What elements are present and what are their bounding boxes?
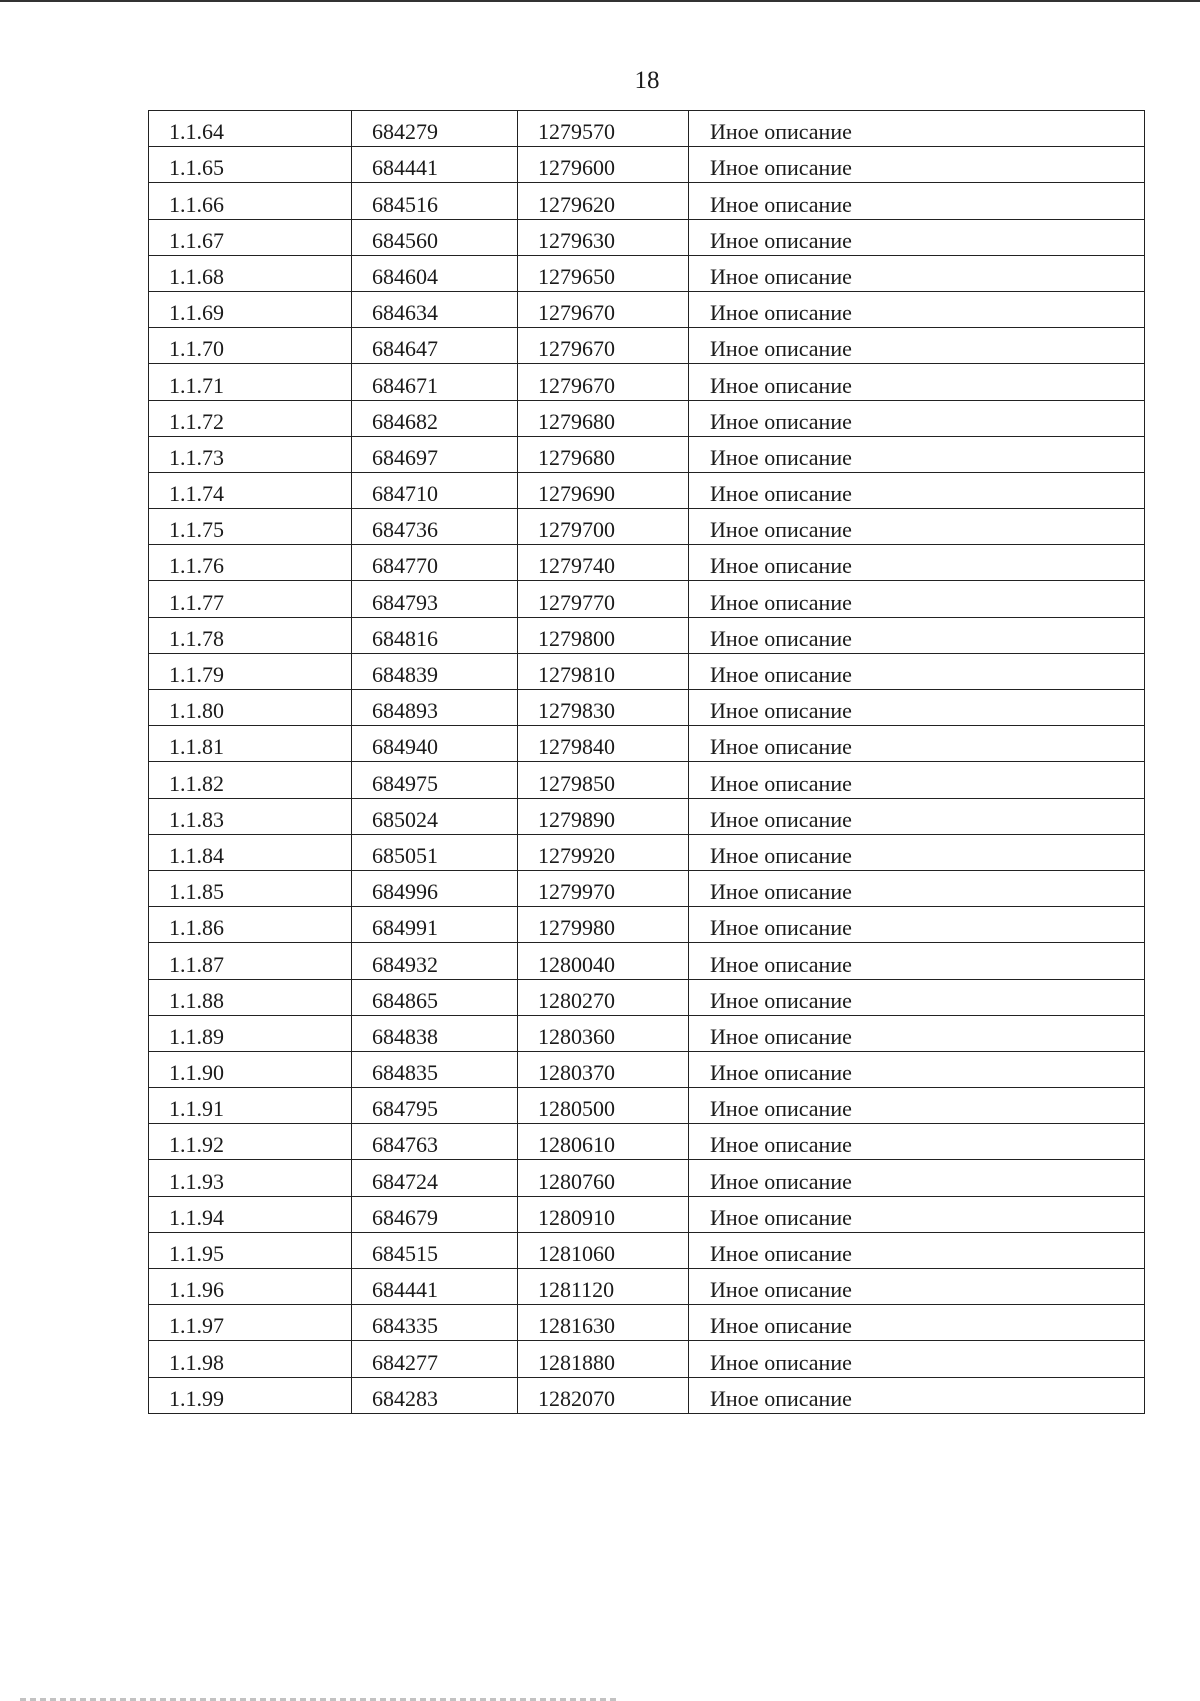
- point-number-cell: 1.1.87: [149, 943, 352, 979]
- x-coordinate-cell: 684335: [352, 1305, 518, 1341]
- y-coordinate-cell: 1280760: [518, 1160, 689, 1196]
- x-coordinate-cell: 684283: [352, 1377, 518, 1413]
- point-number-cell: 1.1.76: [149, 545, 352, 581]
- description-cell: Иное описание: [689, 762, 1145, 798]
- x-coordinate-cell: 684940: [352, 726, 518, 762]
- point-number-cell: 1.1.71: [149, 364, 352, 400]
- x-coordinate-cell: 684793: [352, 581, 518, 617]
- y-coordinate-cell: 1279770: [518, 581, 689, 617]
- point-number-cell: 1.1.74: [149, 472, 352, 508]
- point-number-cell: 1.1.73: [149, 436, 352, 472]
- description-cell: Иное описание: [689, 1088, 1145, 1124]
- point-number-cell: 1.1.79: [149, 653, 352, 689]
- point-number-cell: 1.1.82: [149, 762, 352, 798]
- x-coordinate-cell: 684634: [352, 291, 518, 327]
- point-number-cell: 1.1.93: [149, 1160, 352, 1196]
- point-number-cell: 1.1.96: [149, 1269, 352, 1305]
- description-cell: Иное описание: [689, 870, 1145, 906]
- point-number-cell: 1.1.99: [149, 1377, 352, 1413]
- x-coordinate-cell: 684697: [352, 436, 518, 472]
- y-coordinate-cell: 1279980: [518, 907, 689, 943]
- point-number-cell: 1.1.77: [149, 581, 352, 617]
- y-coordinate-cell: 1279810: [518, 653, 689, 689]
- x-coordinate-cell: 684763: [352, 1124, 518, 1160]
- description-cell: Иное описание: [689, 726, 1145, 762]
- x-coordinate-cell: 685024: [352, 798, 518, 834]
- point-number-cell: 1.1.67: [149, 219, 352, 255]
- y-coordinate-cell: 1279920: [518, 834, 689, 870]
- scan-top-edge: [0, 0, 1200, 2]
- table-row: [149, 147, 1145, 183]
- y-coordinate-cell: 1279670: [518, 291, 689, 327]
- table-row: [149, 581, 1145, 617]
- table-row: [149, 364, 1145, 400]
- description-cell: Иное описание: [689, 581, 1145, 617]
- description-cell: Иное описание: [689, 472, 1145, 508]
- y-coordinate-cell: 1279690: [518, 472, 689, 508]
- description-cell: Иное описание: [689, 1160, 1145, 1196]
- y-coordinate-cell: 1281120: [518, 1269, 689, 1305]
- x-coordinate-cell: 684679: [352, 1196, 518, 1232]
- description-cell: Иное описание: [689, 979, 1145, 1015]
- point-number-cell: 1.1.83: [149, 798, 352, 834]
- table-row: [149, 1196, 1145, 1232]
- x-coordinate-cell: 684441: [352, 1269, 518, 1305]
- table-row: [149, 943, 1145, 979]
- x-coordinate-cell: 684865: [352, 979, 518, 1015]
- point-number-cell: 1.1.69: [149, 291, 352, 327]
- description-cell: Иное описание: [689, 1232, 1145, 1268]
- y-coordinate-cell: 1279970: [518, 870, 689, 906]
- point-number-cell: 1.1.75: [149, 509, 352, 545]
- description-cell: Иное описание: [689, 798, 1145, 834]
- point-number-cell: 1.1.90: [149, 1051, 352, 1087]
- point-number-cell: 1.1.81: [149, 726, 352, 762]
- point-number-cell: 1.1.70: [149, 328, 352, 364]
- table-row: [149, 1341, 1145, 1377]
- y-coordinate-cell: 1280370: [518, 1051, 689, 1087]
- x-coordinate-cell: 684996: [352, 870, 518, 906]
- x-coordinate-cell: 684277: [352, 1341, 518, 1377]
- description-cell: Иное описание: [689, 111, 1145, 147]
- table-row: [149, 617, 1145, 653]
- coordinates-table-container: [148, 110, 1144, 1414]
- y-coordinate-cell: 1279840: [518, 726, 689, 762]
- description-cell: Иное описание: [689, 690, 1145, 726]
- table-row: [149, 1160, 1145, 1196]
- point-number-cell: 1.1.64: [149, 111, 352, 147]
- description-cell: Иное описание: [689, 1341, 1145, 1377]
- y-coordinate-cell: 1280910: [518, 1196, 689, 1232]
- table-row: [149, 328, 1145, 364]
- x-coordinate-cell: 684839: [352, 653, 518, 689]
- x-coordinate-cell: 684835: [352, 1051, 518, 1087]
- description-cell: Иное описание: [689, 364, 1145, 400]
- x-coordinate-cell: 684604: [352, 255, 518, 291]
- description-cell: Иное описание: [689, 1269, 1145, 1305]
- x-coordinate-cell: 684816: [352, 617, 518, 653]
- y-coordinate-cell: 1279570: [518, 111, 689, 147]
- point-number-cell: 1.1.65: [149, 147, 352, 183]
- table-row: [149, 834, 1145, 870]
- description-cell: Иное описание: [689, 545, 1145, 581]
- x-coordinate-cell: 684724: [352, 1160, 518, 1196]
- y-coordinate-cell: 1279670: [518, 364, 689, 400]
- description-cell: Иное описание: [689, 328, 1145, 364]
- table-row: [149, 870, 1145, 906]
- table-row: [149, 183, 1145, 219]
- point-number-cell: 1.1.68: [149, 255, 352, 291]
- x-coordinate-cell: 684560: [352, 219, 518, 255]
- table-row: [149, 762, 1145, 798]
- description-cell: Иное описание: [689, 907, 1145, 943]
- description-cell: Иное описание: [689, 653, 1145, 689]
- x-coordinate-cell: 684795: [352, 1088, 518, 1124]
- y-coordinate-cell: 1281060: [518, 1232, 689, 1268]
- table-row: [149, 726, 1145, 762]
- y-coordinate-cell: 1279850: [518, 762, 689, 798]
- x-coordinate-cell: 684736: [352, 509, 518, 545]
- x-coordinate-cell: 684838: [352, 1015, 518, 1051]
- y-coordinate-cell: 1279680: [518, 436, 689, 472]
- table-row: [149, 907, 1145, 943]
- y-coordinate-cell: 1280270: [518, 979, 689, 1015]
- table-row: [149, 1088, 1145, 1124]
- x-coordinate-cell: 684279: [352, 111, 518, 147]
- table-row: [149, 255, 1145, 291]
- point-number-cell: 1.1.89: [149, 1015, 352, 1051]
- y-coordinate-cell: 1279600: [518, 147, 689, 183]
- y-coordinate-cell: 1281630: [518, 1305, 689, 1341]
- x-coordinate-cell: 684647: [352, 328, 518, 364]
- description-cell: Иное описание: [689, 834, 1145, 870]
- y-coordinate-cell: 1279740: [518, 545, 689, 581]
- coordinates-table: [148, 110, 1145, 1414]
- point-number-cell: 1.1.94: [149, 1196, 352, 1232]
- description-cell: Иное описание: [689, 1305, 1145, 1341]
- y-coordinate-cell: 1279650: [518, 255, 689, 291]
- description-cell: Иное описание: [689, 436, 1145, 472]
- point-number-cell: 1.1.88: [149, 979, 352, 1015]
- description-cell: Иное описание: [689, 1377, 1145, 1413]
- description-cell: Иное описание: [689, 617, 1145, 653]
- x-coordinate-cell: 684991: [352, 907, 518, 943]
- point-number-cell: 1.1.85: [149, 870, 352, 906]
- description-cell: Иное описание: [689, 291, 1145, 327]
- x-coordinate-cell: 684441: [352, 147, 518, 183]
- table-row: [149, 979, 1145, 1015]
- table-row: [149, 798, 1145, 834]
- description-cell: Иное описание: [689, 1051, 1145, 1087]
- y-coordinate-cell: 1279630: [518, 219, 689, 255]
- description-cell: Иное описание: [689, 1124, 1145, 1160]
- x-coordinate-cell: 684682: [352, 400, 518, 436]
- y-coordinate-cell: 1279680: [518, 400, 689, 436]
- table-row: [149, 653, 1145, 689]
- description-cell: Иное описание: [689, 400, 1145, 436]
- description-cell: Иное описание: [689, 509, 1145, 545]
- point-number-cell: 1.1.80: [149, 690, 352, 726]
- y-coordinate-cell: 1279700: [518, 509, 689, 545]
- y-coordinate-cell: 1279620: [518, 183, 689, 219]
- x-coordinate-cell: 684710: [352, 472, 518, 508]
- table-row: [149, 1269, 1145, 1305]
- description-cell: Иное описание: [689, 1196, 1145, 1232]
- point-number-cell: 1.1.72: [149, 400, 352, 436]
- table-row: [149, 472, 1145, 508]
- table-row: [149, 1305, 1145, 1341]
- point-number-cell: 1.1.91: [149, 1088, 352, 1124]
- table-row: [149, 436, 1145, 472]
- y-coordinate-cell: 1279670: [518, 328, 689, 364]
- description-cell: Иное описание: [689, 1015, 1145, 1051]
- point-number-cell: 1.1.95: [149, 1232, 352, 1268]
- x-coordinate-cell: 684516: [352, 183, 518, 219]
- point-number-cell: 1.1.66: [149, 183, 352, 219]
- x-coordinate-cell: 684671: [352, 364, 518, 400]
- y-coordinate-cell: 1280610: [518, 1124, 689, 1160]
- description-cell: Иное описание: [689, 147, 1145, 183]
- x-coordinate-cell: 684932: [352, 943, 518, 979]
- description-cell: Иное описание: [689, 219, 1145, 255]
- point-number-cell: 1.1.78: [149, 617, 352, 653]
- y-coordinate-cell: 1279800: [518, 617, 689, 653]
- point-number-cell: 1.1.98: [149, 1341, 352, 1377]
- x-coordinate-cell: 684893: [352, 690, 518, 726]
- y-coordinate-cell: 1280500: [518, 1088, 689, 1124]
- y-coordinate-cell: 1280040: [518, 943, 689, 979]
- table-row: [149, 509, 1145, 545]
- description-cell: Иное описание: [689, 183, 1145, 219]
- point-number-cell: 1.1.92: [149, 1124, 352, 1160]
- x-coordinate-cell: 684975: [352, 762, 518, 798]
- table-row: [149, 1051, 1145, 1087]
- x-coordinate-cell: 684770: [352, 545, 518, 581]
- point-number-cell: 1.1.97: [149, 1305, 352, 1341]
- y-coordinate-cell: 1280360: [518, 1015, 689, 1051]
- description-cell: Иное описание: [689, 943, 1145, 979]
- table-body: [149, 111, 1145, 1414]
- table-row: [149, 219, 1145, 255]
- table-row: [149, 690, 1145, 726]
- table-row: [149, 400, 1145, 436]
- x-coordinate-cell: 685051: [352, 834, 518, 870]
- table-row: [149, 291, 1145, 327]
- table-row: [149, 545, 1145, 581]
- table-row: [149, 1124, 1145, 1160]
- y-coordinate-cell: 1282070: [518, 1377, 689, 1413]
- description-cell: Иное описание: [689, 255, 1145, 291]
- y-coordinate-cell: 1279890: [518, 798, 689, 834]
- table-row: [149, 1015, 1145, 1051]
- table-row: [149, 1377, 1145, 1413]
- x-coordinate-cell: 684515: [352, 1232, 518, 1268]
- y-coordinate-cell: 1279830: [518, 690, 689, 726]
- point-number-cell: 1.1.84: [149, 834, 352, 870]
- y-coordinate-cell: 1281880: [518, 1341, 689, 1377]
- page-number: 18: [634, 67, 660, 94]
- table-row: [149, 111, 1145, 147]
- point-number-cell: 1.1.86: [149, 907, 352, 943]
- table-row: [149, 1232, 1145, 1268]
